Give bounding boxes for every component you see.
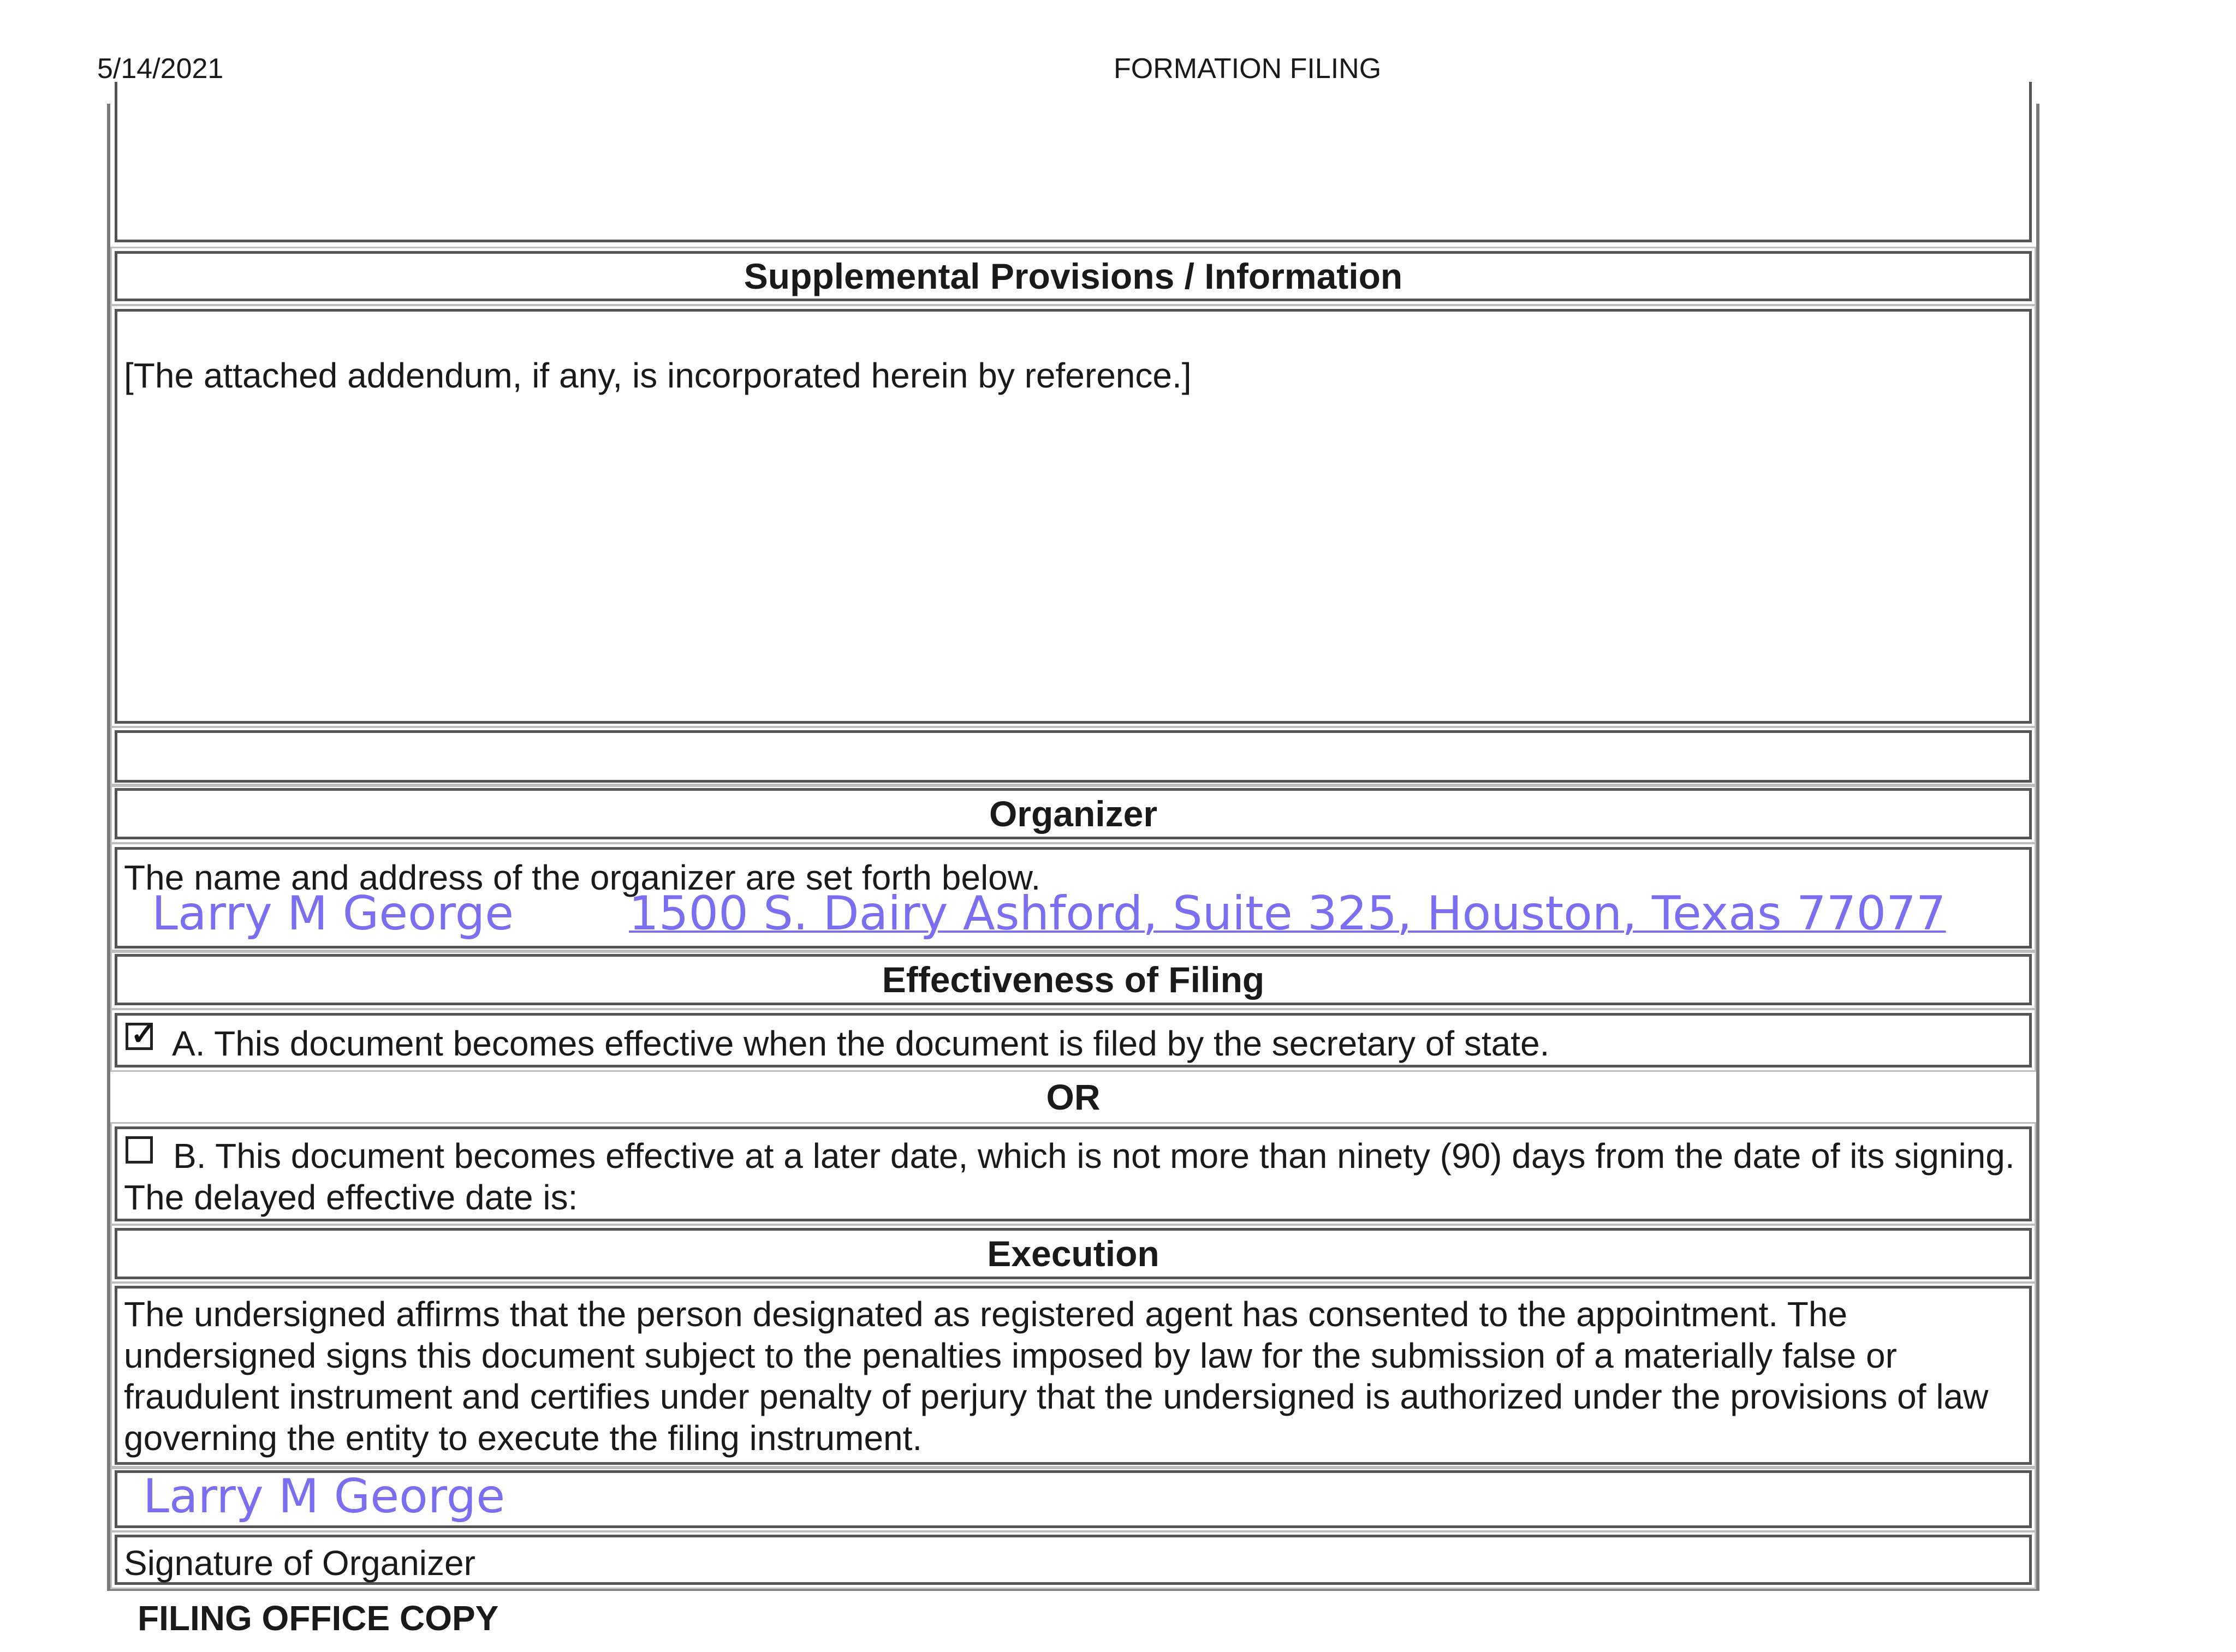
option-a-box: [115, 1013, 2032, 1067]
supplemental-box: [115, 309, 2032, 724]
print-date: 5/14/2021: [97, 53, 224, 85]
option-b-checkbox[interactable]: [126, 1136, 153, 1164]
document-title: FORMATION FILING: [1114, 53, 1382, 85]
supplemental-heading: [115, 251, 2032, 301]
execution-box: [115, 1286, 2032, 1465]
organizer-heading-text: Organizer: [989, 794, 1158, 834]
filing-office-copy-label: FILING OFFICE COPY: [138, 1599, 499, 1638]
organizer-signature: Larry M George: [143, 1469, 506, 1524]
organizer-name: Larry M George: [152, 886, 514, 941]
or-label: OR: [1046, 1077, 1101, 1117]
supplemental-text: [The attached addendum, if any, is incorporated herein by reference.]: [124, 356, 1192, 395]
organizer-intro: The name and address of the organizer are set forth below.: [124, 858, 1041, 897]
signature-label-box: [115, 1535, 2032, 1585]
signature-label: Signature of Organizer: [124, 1543, 475, 1583]
option-b-box: [115, 1126, 2032, 1221]
execution-text: The undersigned affirms that the person designated as registered agent has consented to the appointment. The undersigned signs this document subject to the penalties imposed by law for the submission of a materially false or fraudulent instrument and certifies under penalty of perjury that the undersigned is authorized under the provisions of law governing the entity to execute the filing instrument.: [124, 1295, 1989, 1458]
effectiveness-heading-text: Effectiveness of Filing: [882, 959, 1265, 1000]
option-a-text: A. This document becomes effective when the document is filed by the secretary of state.: [172, 1024, 1550, 1063]
effectiveness-heading: [115, 954, 2032, 1005]
option-b-text: B. This document becomes effective at a later date, which is not more than ninety (90) days from the date of its signing. The delayed effective date is:: [124, 1136, 2015, 1217]
organizer-address: 1500 S. Dairy Ashford, Suite 325, Houston, Texas 77077: [629, 886, 1946, 941]
organizer-heading: [115, 788, 2032, 839]
option-a-checkbox[interactable]: [126, 1017, 156, 1051]
blank-box: [115, 730, 2032, 783]
execution-heading: [115, 1228, 2032, 1279]
supplemental-heading-text: Supplemental Provisions / Information: [744, 256, 1403, 296]
execution-heading-text: Execution: [987, 1233, 1159, 1274]
continued-box: [115, 82, 2032, 242]
checkmark-icon: ✓: [130, 1017, 156, 1051]
